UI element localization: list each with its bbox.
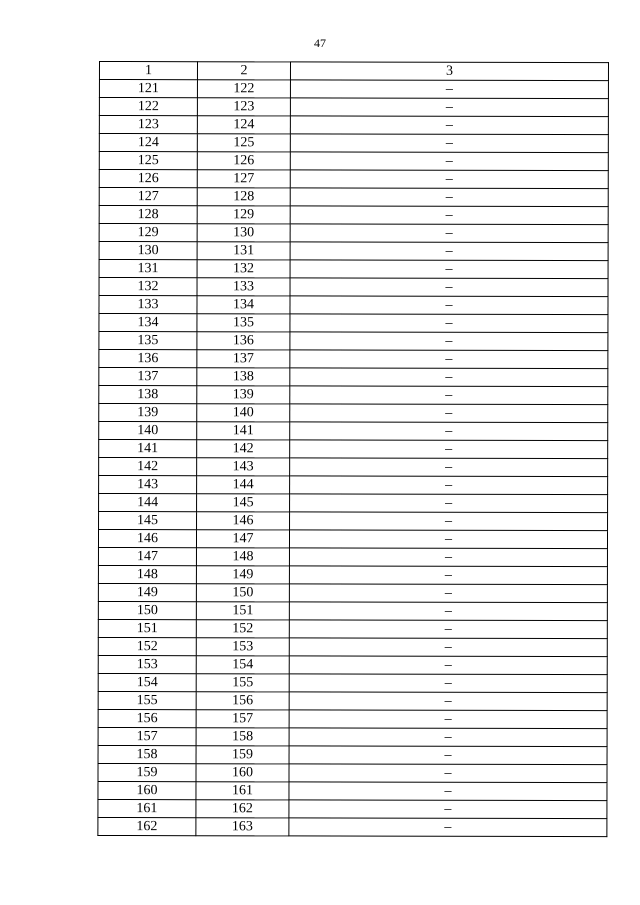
- table-cell-col-3: –: [289, 782, 607, 801]
- table-cell-col-3: –: [290, 188, 608, 207]
- table-row: [99, 116, 608, 135]
- table-row: [99, 242, 608, 261]
- table-cell-col-1: 132: [99, 278, 197, 296]
- table-cell-col-3: –: [289, 674, 607, 693]
- table-cell-col-1: 150: [98, 601, 196, 619]
- table-cell-col-1: 159: [98, 763, 196, 781]
- table-cell-col-3: –: [289, 638, 607, 657]
- table-cell-col-2: 130: [197, 224, 290, 242]
- table-cell-col-1: 154: [98, 673, 196, 691]
- table-row: [99, 494, 608, 513]
- table-cell-col-3: –: [290, 278, 608, 297]
- table-cell-col-2: 153: [196, 638, 289, 656]
- table-cell-col-2: 139: [197, 386, 290, 404]
- table-cell-col-2: 128: [197, 188, 290, 206]
- table-row: [99, 98, 608, 117]
- table-cell-col-2: 141: [197, 422, 290, 440]
- table-row: [99, 386, 608, 405]
- table-row: [98, 619, 607, 638]
- table-cell-col-3: –: [290, 242, 608, 261]
- table-row: [99, 512, 608, 531]
- table-cell-col-2: 159: [196, 746, 289, 764]
- table-row: [98, 763, 607, 782]
- table-cell-col-1: 124: [99, 134, 197, 152]
- table-cell-col-1: 155: [98, 691, 196, 709]
- table-cell-col-3: –: [290, 116, 608, 135]
- table-cell-col-3: –: [290, 314, 608, 333]
- table-cell-col-3: –: [290, 80, 608, 99]
- table-cell-col-3: –: [290, 98, 608, 117]
- table-row: [99, 314, 608, 333]
- table-row: [99, 440, 608, 459]
- table-cell-col-2: 144: [197, 476, 290, 494]
- table-cell-col-1: 140: [99, 422, 197, 440]
- table-header-row: [99, 62, 608, 81]
- table-cell-col-1: 158: [98, 745, 196, 763]
- table-row: [99, 170, 608, 189]
- table-row: [98, 691, 607, 710]
- table-row: [99, 152, 608, 171]
- table-cell-col-3: –: [290, 206, 608, 225]
- table-cell-col-3: –: [290, 170, 608, 189]
- table-cell-col-3: –: [290, 458, 608, 477]
- table-cell-col-1: 131: [99, 260, 197, 278]
- table-row: [98, 655, 607, 674]
- table-cell-col-1: 123: [99, 116, 197, 134]
- table-cell-col-1: 138: [99, 386, 197, 404]
- table-cell-col-1: 156: [98, 709, 196, 727]
- table-row: [99, 350, 608, 369]
- table-cell-col-3: –: [290, 224, 608, 243]
- table-row: [98, 799, 607, 818]
- table-row: [99, 404, 608, 423]
- table-cell-col-2: 147: [196, 530, 289, 548]
- table-cell-col-2: 157: [196, 710, 289, 728]
- table-cell-col-2: 138: [197, 368, 290, 386]
- table-cell-col-3: –: [289, 530, 607, 549]
- table-cell-col-1: 133: [99, 296, 197, 314]
- table-cell-col-1: 145: [99, 512, 197, 530]
- table-cell-col-3: –: [290, 134, 608, 153]
- table-cell-col-1: 127: [99, 188, 197, 206]
- table-cell-col-3: –: [289, 710, 607, 729]
- table-row: [98, 565, 607, 584]
- table-cell-col-3: –: [290, 332, 608, 351]
- table-cell-col-1: 147: [98, 548, 196, 566]
- table-cell-col-1: 157: [98, 727, 196, 745]
- table-cell-col-2: 163: [196, 818, 289, 836]
- table-cell-col-3: –: [290, 404, 608, 423]
- table-cell-col-3: –: [290, 296, 608, 315]
- table-cell-col-3: –: [290, 260, 608, 279]
- table-row: [98, 583, 607, 602]
- table-row: [99, 368, 608, 387]
- table-cell-col-2: 155: [196, 674, 289, 692]
- table-cell-col-1: 152: [98, 637, 196, 655]
- table-cell-col-2: 142: [197, 440, 290, 458]
- table-cell-col-3: –: [289, 548, 607, 567]
- table-cell-col-1: 160: [98, 781, 196, 799]
- table-cell-col-2: 148: [196, 548, 289, 566]
- table-cell-col-2: 146: [197, 512, 290, 530]
- table-cell-col-3: –: [289, 602, 607, 621]
- table-cell-col-3: –: [289, 728, 607, 747]
- table-cell-col-3: –: [289, 800, 607, 819]
- table-cell-col-2: 135: [197, 314, 290, 332]
- table-cell-col-2: 162: [196, 800, 289, 818]
- table-cell-col-3: –: [290, 494, 608, 513]
- table-cell-col-2: 152: [196, 620, 289, 638]
- table-row: [98, 548, 607, 567]
- table-cell-col-2: 122: [197, 80, 290, 98]
- table-cell-col-3: –: [290, 476, 608, 495]
- table-row: [99, 422, 608, 441]
- table-cell-col-1: 139: [99, 404, 197, 422]
- table-cell-col-3: –: [289, 746, 607, 765]
- table-cell-col-2: 143: [197, 458, 290, 476]
- table-cell-col-2: 150: [196, 584, 289, 602]
- table-cell-col-2: 140: [197, 404, 290, 422]
- table-cell-col-3: –: [289, 764, 607, 783]
- table-cell-col-1: 125: [99, 152, 197, 170]
- table-cell-col-1: 144: [99, 494, 197, 512]
- table-row: [99, 80, 608, 99]
- table-cell-col-2: 149: [196, 566, 289, 584]
- table-row: [99, 332, 608, 351]
- table-cell-col-1: 122: [99, 98, 197, 116]
- table-cell-col-2: 125: [197, 134, 290, 152]
- table-cell-col-1: 121: [99, 80, 197, 98]
- table-cell-col-2: 124: [197, 116, 290, 134]
- table-row: [99, 260, 608, 279]
- table-row: [98, 781, 607, 800]
- table-cell-col-3: –: [289, 818, 607, 837]
- table-cell-col-1: 126: [99, 170, 197, 188]
- table-row: [98, 817, 607, 836]
- table-cell-col-3: –: [289, 584, 607, 603]
- table-cell-col-2: 129: [197, 206, 290, 224]
- table-cell-col-2: 160: [196, 764, 289, 782]
- table-row: [98, 673, 607, 692]
- table-cell-col-2: 137: [197, 350, 290, 368]
- table-row: [98, 709, 607, 728]
- table-body: [98, 80, 609, 837]
- table-cell-col-1: 143: [99, 476, 197, 494]
- table-row: [99, 458, 608, 477]
- table-cell-col-2: 123: [197, 98, 290, 116]
- column-header-1: 1: [99, 62, 197, 80]
- table-cell-col-1: 135: [99, 332, 197, 350]
- table-cell-col-1: 141: [99, 440, 197, 458]
- table-cell-col-3: –: [290, 368, 608, 387]
- table-cell-col-2: 133: [197, 278, 290, 296]
- table-cell-col-1: 162: [98, 817, 196, 835]
- table-cell-col-1: 149: [98, 583, 196, 601]
- table-cell-col-2: 151: [196, 602, 289, 620]
- table-cell-col-2: 126: [197, 152, 290, 170]
- table-cell-col-3: –: [290, 152, 608, 171]
- table-cell-col-3: –: [289, 620, 607, 639]
- table-cell-col-2: 145: [197, 494, 290, 512]
- table-cell-col-1: 134: [99, 314, 197, 332]
- table-cell-col-3: –: [290, 422, 608, 441]
- table-cell-col-1: 151: [98, 619, 196, 637]
- table-cell-col-2: 134: [197, 296, 290, 314]
- table-row: [98, 601, 607, 620]
- table-row: [99, 224, 608, 243]
- table-cell-col-3: –: [290, 386, 608, 405]
- table-cell-col-1: 161: [98, 799, 196, 817]
- table-cell-col-3: –: [289, 566, 607, 585]
- table-cell-col-2: 161: [196, 782, 289, 800]
- table-cell-col-2: 132: [197, 260, 290, 278]
- page-number: 47: [314, 36, 326, 50]
- table-row: [98, 637, 607, 656]
- table-cell-col-1: 153: [98, 655, 196, 673]
- table-cell-col-3: –: [290, 440, 608, 459]
- table-cell-col-2: 136: [197, 332, 290, 350]
- data-table: [97, 61, 609, 837]
- table-cell-col-3: –: [290, 512, 608, 531]
- table-row: [99, 476, 608, 495]
- table-cell-col-3: –: [289, 656, 607, 675]
- table-cell-col-2: 127: [197, 170, 290, 188]
- table-cell-col-2: 131: [197, 242, 290, 260]
- table-row: [99, 188, 608, 207]
- table-row: [98, 727, 607, 746]
- table-row: [99, 206, 608, 225]
- column-header-2: 2: [197, 62, 290, 80]
- table-cell-col-2: 156: [196, 692, 289, 710]
- table-cell-col-1: 137: [99, 368, 197, 386]
- table-cell-col-1: 128: [99, 206, 197, 224]
- table-cell-col-1: 148: [98, 565, 196, 583]
- table-cell-col-1: 136: [99, 350, 197, 368]
- table-cell-col-3: –: [290, 350, 608, 369]
- table-cell-col-2: 158: [196, 728, 289, 746]
- table-row: [98, 745, 607, 764]
- table-row: [99, 296, 608, 315]
- table-cell-col-1: 146: [98, 530, 196, 548]
- column-header-3: 3: [290, 62, 608, 81]
- table-row: [98, 530, 607, 549]
- table-cell-col-1: 130: [99, 242, 197, 260]
- table-row: [99, 134, 608, 153]
- table-cell-col-3: –: [289, 692, 607, 711]
- table-cell-col-1: 129: [99, 224, 197, 242]
- table-cell-col-1: 142: [99, 458, 197, 476]
- table-cell-col-2: 154: [196, 656, 289, 674]
- table-row: [99, 278, 608, 297]
